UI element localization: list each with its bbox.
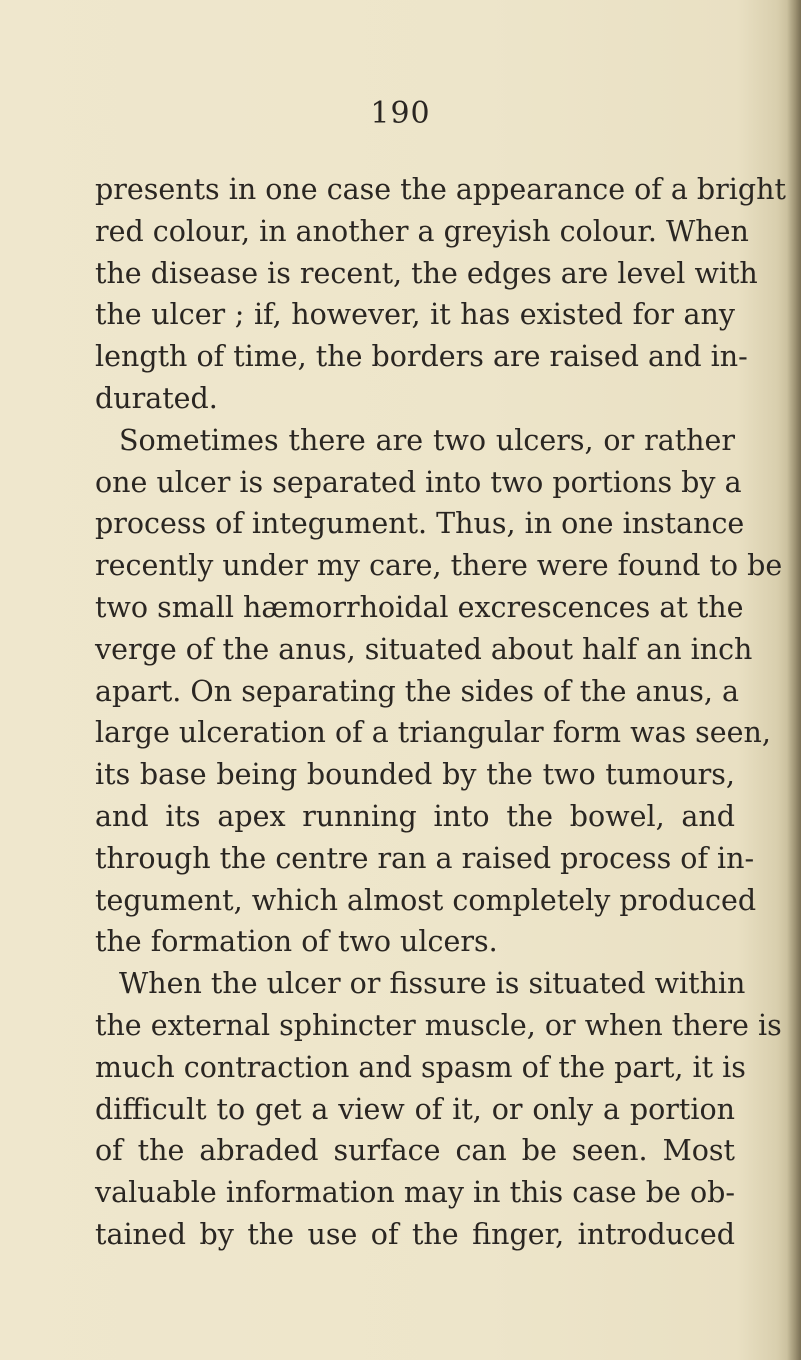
text-line: red colour, in another a greyish colour. When: [95, 214, 749, 248]
body-text: [95, 169, 786, 1256]
text-line: one ulcer is separated into two portions by a: [95, 465, 742, 499]
text-line: of the abraded surface can be seen. Most: [95, 1134, 735, 1168]
text-line: difficult to get a view of it, or only a portion: [95, 1092, 735, 1126]
text-line: two small hæmorrhoidal excrescences at the: [95, 590, 744, 624]
text-line: tegument, which almost completely produced: [95, 883, 757, 917]
text-line: durated.: [95, 381, 218, 415]
text-line: process of integument. Thus, in one instance: [95, 507, 745, 541]
paragraph-start-line: Sometimes there are two ulcers, or rather: [119, 423, 735, 457]
text-line: much contraction and spasm of the part, it is: [95, 1050, 746, 1084]
text-line: length of time, the borders are raised and in-: [95, 340, 748, 374]
text-line: its base being bounded by the two tumours,: [95, 758, 735, 792]
page-edge-shadow: [787, 0, 801, 1360]
paragraph-start-line: When the ulcer or fissure is situated within: [119, 967, 746, 1001]
text-line: apart. On separating the sides of the anus, a: [95, 674, 739, 708]
text-line: tained by the use of the finger, introduced: [95, 1217, 735, 1251]
page-number: 190: [370, 96, 431, 131]
text-line: the disease is recent, the edges are level with: [95, 256, 758, 290]
text-line: and its apex running into the bowel, and: [95, 799, 735, 833]
text-line: recently under my care, there were found to be: [95, 549, 783, 583]
text-line: presents in one case the appearance of a bright: [95, 173, 786, 206]
text-line: the external sphincter muscle, or when there is: [95, 1008, 782, 1042]
text-line: large ulceration of a triangular form was seen,: [95, 716, 771, 750]
text-line: through the centre ran a raised process of in-: [95, 841, 755, 875]
text-line: the ulcer ; if, however, it has existed for any: [95, 298, 735, 332]
text-line: the formation of two ulcers.: [95, 925, 498, 959]
text-line: verge of the anus, situated about half an inch: [95, 632, 753, 666]
text-line: valuable information may in this case be ob-: [95, 1176, 735, 1210]
